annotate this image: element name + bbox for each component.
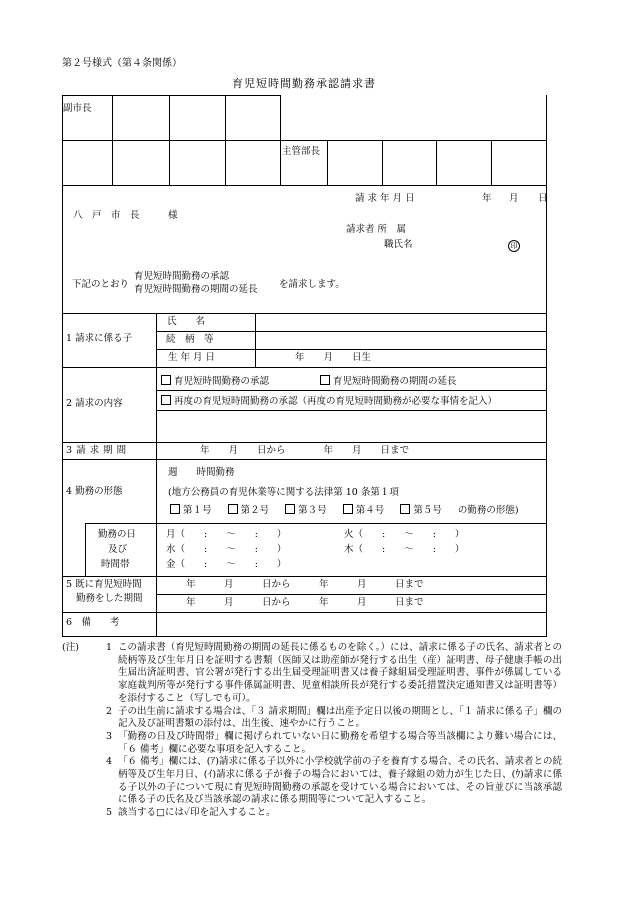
section4-col [156,459,157,576]
note-number: 5 [105,807,112,819]
seal-icon: 印 [508,240,520,252]
law-item-1: 第１号 [183,505,212,516]
child-relation-label: 続 柄 等 [166,334,214,345]
request-lead-prefix: 下記のとおり [72,279,130,290]
child-name-field[interactable] [262,317,542,329]
approval-bottom-line [62,185,547,186]
section2-row [156,390,547,391]
thursday-hours: 木（ : ～ : ） [344,544,465,555]
checkbox[interactable] [161,395,171,405]
work-days-label-2: 及び [108,544,128,555]
request-period-value: 年 月 日から 年 月 日まで [200,445,410,456]
section-line [62,459,547,460]
child-relation-field[interactable] [262,335,542,347]
section6-label: 6 備 考 [66,617,120,628]
requester-affiliation-label: 請求者 所 属 [346,224,407,235]
section-line [62,576,547,577]
friday-hours: 金（ : ～ : ） [166,559,287,570]
section3-col [156,442,157,459]
note-number: 2 [105,705,112,717]
tuesday-hours: 火（ : ～ : ） [344,529,465,540]
section-line [62,367,547,368]
approval-col [112,95,113,185]
notes [62,642,562,820]
approval-col [436,140,437,185]
section4-col [85,523,86,576]
request-date-day: 日 [538,193,548,204]
checkbox[interactable] [343,504,353,514]
section1-row [156,331,547,332]
option-reapproval-label: 再度の育児短時間勤務の承認（再度の育児短時間勤務が必要な事情を記入） [174,396,498,407]
note-text: 子の出生前に請求する場合は、「３ 請求期間」欄は出産予定日以後の期間とし、「１ 請求に係る子」欄の記入及び証明書類の添付は、出生後、速やかに行うこと。 [118,705,562,730]
option-extension [320,375,457,388]
section-line [62,313,547,314]
request-date-month: 月 [509,193,519,204]
child-name-label: 氏 名 [167,316,206,327]
child-birth-label: 生 年 月 日 [168,352,216,363]
work-days-label-3: 時間帯 [101,559,130,570]
section5-label-2: 勤務をした期間 [76,593,143,604]
table-border-bottom [62,636,547,637]
section2-label: 2 請求の内容 [66,398,123,409]
request-lead-suffix: を請求します。 [279,279,345,290]
monday-hours: 月（ : ～ : ） [166,529,287,540]
option-extension-label: 育児短時間勤務の期間の延長 [333,376,457,387]
approval-mid-line [62,140,547,141]
section5-row [156,594,547,595]
form-number: 第２号様式（第４条関係） [62,58,182,69]
option-approval [161,375,269,388]
weekly-hours: 週 時間勤務 [168,467,235,478]
request-date-year: 年 [482,193,492,204]
request-option-approval: 育児短時間勤務の承認 [134,271,230,282]
section5-label-1: 5 既に育児短時間 [66,579,142,590]
checkbox[interactable] [170,504,180,514]
approval-col [491,140,492,185]
request-option-extension: 育児短時間勤務の期間の延長 [134,284,258,295]
remarks-field[interactable] [160,615,542,633]
law-item-4: 第４号 [355,505,385,516]
section1-label: 1 請求に係る子 [66,333,133,344]
note-number: 4 [105,756,112,768]
law-item-2: 第２号 [240,505,270,516]
section1-row [156,349,547,350]
note-text: 「６ 備考」欄には、(ｱ)請求に係る子以外に小学校就学前の子を養育する場合、その氏名、請求者との続柄等及び生年月日、(ｲ)請求に係る子が養子の場合においては、養子縁組の効力が生じた日、(ｳ)請求に係る子以外の子について現に育児短時間勤務の承認を受けている場合においては、その旨並びに当該承認に係る子の氏名及び当該承認の請求に係る期間等について記入すること。 [118,756,562,806]
request-date-label: 請 求 年 月 日 [355,193,415,204]
checkbox[interactable] [285,504,295,514]
section4-label: 4 勤務の形態 [66,486,123,497]
reapproval-reason-field[interactable] [160,414,542,438]
note-text: 該当する□には✓印を記入すること。 [118,807,276,819]
addressee: 八 戸 市 長 様 [73,210,178,221]
law-item-5: 第５号 [413,505,442,516]
law-item-3: 第３号 [298,505,327,516]
law-reference: (地方公務員の育児休業等に関する法律第 10 条第１項 [168,487,399,498]
approval-col [225,95,226,185]
option-reapproval [161,395,497,408]
checkbox[interactable] [228,504,238,514]
work-days-label-1: 勤務の日 [98,529,137,540]
section1-col [156,313,157,367]
note-number: 1 [105,642,112,653]
section1-col [255,313,256,367]
section-line [62,612,547,613]
notes-heading: (注) [62,642,79,653]
option-approval-label: 育児短時間勤務の承認 [174,376,270,387]
law-items [170,504,519,517]
approval-col [169,95,170,185]
table-border-left [62,95,63,637]
note-text: この請求書（育児短時間勤務の期間の延長に係るものを除く。）には、請求に係る子の氏名、請求者との続柄等及び生年月日を証明する書類（医師又は助産師が発行する出生（産）証明書、母子健康手帳の出生届出済証明書、官公署が発行する出生届受理証明書又は養子縁組届受理証明書、事件が係属している家庭裁判所等が発行する事件係属証明書、児童相談所長が発行する委託措置決定通知書又は証明書等）を添付すること（写しでも可）。 [118,642,562,704]
note-text: 「勤務の日及び時間帯」欄に掲げられていない日に勤務を希望する場合等当該欄により難い場合には、「６ 備考」欄に必要な事項を記入すること。 [118,730,562,755]
prior-period-1: 年 月 日から 年 月 日まで [186,579,424,590]
dept-head-label: 主管部長 [282,146,321,157]
section2-col [156,367,157,442]
prior-period-2: 年 月 日から 年 月 日まで [186,597,424,608]
document-title: 育児短時間勤務承認請求書 [232,77,376,90]
seal-mark [508,240,520,252]
section-line [62,442,547,443]
note-number: 3 [105,730,112,742]
checkbox[interactable] [161,375,171,385]
child-birth-value: 年 月 日生 [295,352,372,363]
approval-col [382,140,383,185]
approval-top-line [62,95,281,96]
section6-col [156,612,157,636]
wednesday-hours: 水（ : ～ : ） [166,544,287,555]
requester-name-label: 職氏名 [384,239,413,250]
checkbox[interactable] [320,375,330,385]
section2-row [156,410,547,411]
vice-mayor-label: 副市長 [63,103,92,114]
approval-col [327,140,328,185]
law-suffix: の勤務の形態) [457,505,519,516]
section3-label: 3 請 求 期 間 [66,445,127,456]
table-border-right [546,95,547,637]
section4-row [85,523,547,524]
approval-col [280,95,281,185]
checkbox[interactable] [400,504,410,514]
